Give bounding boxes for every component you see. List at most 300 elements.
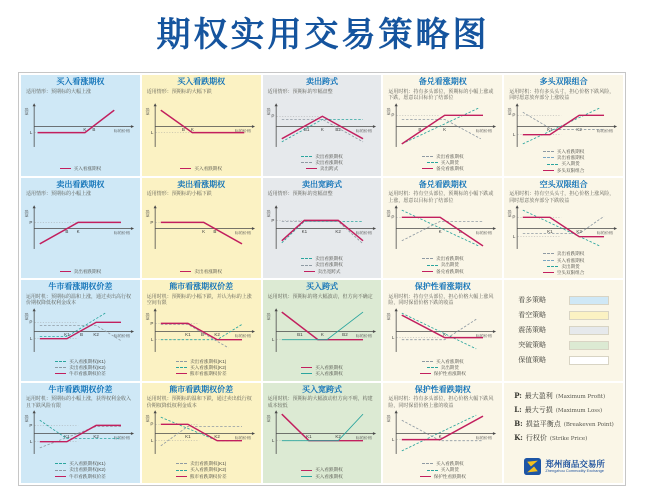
x-tick: K2: [576, 127, 583, 132]
legend-line-sample: [55, 470, 66, 471]
x-axis-label: 标的价格: [597, 230, 614, 236]
legend-line-sample: [301, 162, 312, 163]
x-tick: K1: [184, 434, 191, 440]
payoff-line: [523, 108, 600, 144]
header: [0, 8, 646, 62]
strategy-cell: [263, 280, 382, 381]
y-axis-label: 损益: [508, 107, 514, 115]
legend-line-sample: [422, 361, 433, 362]
x-tick: K2: [576, 229, 583, 235]
legend-entry: [422, 359, 464, 364]
legend-entry: [301, 365, 343, 370]
y-axis-label: 损益: [145, 312, 152, 320]
legend-entry: [422, 166, 464, 171]
payoff-line: [402, 415, 476, 451]
x-tick: K: [320, 127, 324, 132]
x-tick: B: [65, 229, 69, 235]
chart-legend: [266, 467, 379, 481]
strategy-cell: [21, 280, 140, 381]
legend-line-sample: [180, 271, 191, 272]
exchange-name-zh: 郑州商品交易所: [545, 458, 605, 469]
x-tick: K: [443, 332, 447, 337]
payoff-line: [523, 217, 604, 234]
legend-line-sample: [543, 170, 554, 171]
color-key-row: [518, 325, 609, 335]
y-tick: L: [150, 438, 154, 444]
legend-label: 买入看涨期权: [315, 371, 343, 377]
legend-entry: [301, 474, 343, 479]
legend-entry: [427, 262, 459, 267]
strategy-title: 保护性看跌期权: [414, 384, 471, 394]
legend-entry: [420, 371, 466, 376]
payoff-line: [523, 115, 604, 134]
y-axis-label: 损益: [266, 107, 272, 115]
color-key-row: [518, 295, 609, 305]
chart-legend: [386, 461, 499, 481]
abbreviation-en: (Maximum Profit): [555, 393, 606, 400]
chart-legend: [24, 461, 137, 481]
payoff-line: [161, 427, 242, 446]
legend-label: 卖出期货: [561, 263, 580, 269]
y-tick: L: [271, 337, 274, 342]
legend-entry: [547, 264, 579, 269]
y-axis-arrow-icon: [33, 411, 36, 414]
legend-label: 空头双限组合: [556, 270, 585, 276]
x-axis-label: 标的价格: [597, 128, 614, 133]
legend-line-sample: [55, 361, 66, 362]
legend-entry: [301, 467, 343, 472]
legend-entry: [55, 461, 105, 466]
strategy-title: 牛市看涨期权价差: [48, 282, 113, 291]
chart-legend: [266, 256, 379, 276]
legend-label: 卖出看跌期权(K1): [190, 461, 227, 467]
x-axis-label: 标的价格: [355, 333, 372, 338]
legend-entry: [55, 365, 105, 370]
legend-label: 卖出看涨期权: [194, 268, 222, 274]
legend-entry: [543, 168, 585, 173]
y-tick: L: [29, 336, 33, 341]
strategy-cell: [383, 178, 502, 279]
payoff-line: [402, 210, 479, 246]
x-tick: K1: [301, 229, 307, 235]
legend-label: 买入看跌期权: [315, 364, 343, 370]
legend-line-sample: [420, 373, 431, 374]
color-key-label: 看多策略: [518, 297, 547, 305]
y-axis-label: 损益: [145, 107, 152, 115]
legend-entry: [427, 467, 459, 472]
legend-entry: [306, 166, 338, 171]
x-tick: K1: [64, 434, 70, 440]
strategy-cell: [383, 383, 502, 484]
payoff-chart: [386, 409, 499, 456]
x-tick: K: [443, 127, 447, 132]
y-axis-label: 损益: [24, 209, 31, 218]
legend-entry: [60, 269, 102, 274]
payoff-line: [281, 222, 362, 243]
legend-entry: [180, 269, 222, 274]
y-axis-label: 损益: [387, 209, 393, 218]
legend-line-sample: [176, 367, 187, 368]
payoff-chart: [386, 307, 499, 354]
strategy-title: 牛市看跌期权价差: [48, 384, 113, 394]
strategy-desc: 运用时机：持有多头部位，担心价格大幅下跌风险，同时保留价格上涨的收益: [388, 396, 494, 409]
y-axis-label: 损益: [24, 414, 31, 423]
legend-entry: [176, 474, 227, 479]
legend-label: 买入看跌期权: [315, 467, 343, 473]
abbreviation-row: [514, 433, 615, 443]
legend-line-sample: [304, 271, 315, 272]
legend-line-sample: [427, 470, 438, 471]
strategy-title: 卖出看跌期权: [56, 179, 105, 189]
legend-label: 卖出看跌期权: [315, 153, 343, 159]
legend-line-sample: [543, 253, 554, 254]
legend-line-sample: [543, 157, 554, 158]
abbreviation-row: [514, 391, 615, 401]
legend-line-sample: [176, 373, 187, 374]
x-tick: B: [459, 229, 463, 235]
legend-entry: [55, 474, 106, 479]
legend-entry: [176, 365, 226, 370]
abbreviation-symbol: B:: [514, 418, 523, 428]
y-axis-label: 损益: [387, 107, 393, 115]
legend-line-sample: [547, 266, 558, 267]
abbreviation-en: (Breakeven Point): [563, 421, 614, 428]
y-tick: L: [150, 130, 154, 135]
exchange-name-en: Zhengzhou Commodity Exchange: [545, 468, 604, 474]
strategy-cell: [383, 280, 502, 381]
x-tick: K2: [335, 434, 341, 440]
x-axis-label: 标的价格: [355, 128, 372, 133]
legend-entry: [427, 160, 459, 165]
y-tick: P: [150, 220, 154, 226]
legend-label: 卖出看跌期权: [73, 268, 102, 274]
abbreviation-row: [514, 419, 615, 429]
legend-entry: [427, 365, 459, 370]
payoff-line: [402, 416, 483, 440]
x-axis-label: 标的价格: [234, 230, 251, 236]
x-axis-arrow-icon: [373, 432, 376, 435]
x-tick: K2: [214, 332, 220, 337]
legend-entry: [55, 467, 105, 472]
legend-line-sample: [301, 367, 312, 368]
legend-line-sample: [427, 367, 438, 368]
legend-line-sample: [55, 463, 66, 464]
y-tick: P: [512, 112, 516, 118]
chart-legend: [507, 149, 620, 175]
x-tick: K: [439, 434, 443, 440]
y-tick: P: [270, 113, 274, 119]
legend-entry: [60, 166, 102, 171]
y-tick: L: [271, 438, 274, 444]
payoff-chart: [24, 204, 137, 251]
y-tick: P: [29, 319, 33, 325]
legend-line-sample: [543, 272, 554, 273]
legend-entry: [543, 258, 585, 263]
y-axis-label: 损益: [24, 312, 31, 320]
x-axis-label: 标的价格: [476, 128, 493, 133]
y-axis-arrow-icon: [395, 308, 398, 311]
legend-line-sample: [176, 361, 187, 362]
legend-label: 买入看跌期权: [194, 166, 222, 172]
legend-label: 卖出看涨期权: [556, 155, 585, 161]
color-key-row: [518, 340, 609, 350]
x-axis-label: 标的价格: [476, 435, 493, 441]
abbreviation-zh: 最大盈利: [524, 391, 553, 400]
legend-entry: [55, 359, 105, 364]
payoff-chart: [24, 102, 137, 149]
legend-label: 熊市看跌期权价差: [189, 473, 227, 479]
payoff-line: [402, 319, 476, 339]
payoff-line: [161, 417, 242, 441]
strategy-title: 卖出宽跨式: [301, 179, 342, 189]
y-axis-arrow-icon: [516, 206, 519, 209]
strategy-desc: 运用时机：预期标的温和下跌，通过卖出低行权价期权降低权利金成本: [146, 396, 252, 409]
abbreviation-en: (Maximum Loss): [555, 407, 603, 414]
strategy-cell: [21, 383, 140, 484]
y-axis-label: 损益: [145, 414, 152, 423]
color-key-label: 突破策略: [518, 342, 547, 350]
y-tick: L: [392, 335, 395, 340]
x-axis-label: 标的价格: [234, 333, 251, 338]
strategy-cell: [142, 178, 261, 279]
legend-entry: [543, 155, 585, 160]
y-axis-arrow-icon: [33, 103, 36, 106]
x-tick: K2: [335, 229, 341, 235]
abbreviation-symbol: L:: [514, 404, 522, 414]
strategy-cell: [263, 75, 382, 176]
legend-label: 卖出宽跨式: [317, 268, 341, 274]
abbreviation-zh: 最大亏损: [524, 405, 553, 414]
payoff-line: [523, 210, 600, 246]
strategy-grid: [19, 73, 625, 485]
payoff-line: [402, 313, 476, 349]
x-tick: K1: [547, 127, 553, 132]
x-axis-arrow-icon: [614, 227, 617, 230]
y-axis-arrow-icon: [274, 103, 277, 106]
payoff-chart: [507, 102, 620, 149]
y-tick: L: [29, 130, 33, 135]
chart-legend: [507, 251, 620, 277]
legend-label: 买入看涨期权(K2): [190, 364, 227, 370]
legend-label: 买入看涨期权: [73, 166, 102, 172]
x-axis-label: 标的价格: [355, 230, 372, 236]
legend-label: 买入期货: [440, 467, 459, 473]
chart-legend: [386, 359, 499, 379]
strategy-title: 备兑看跌期权: [418, 179, 467, 189]
payoff-line: [40, 223, 121, 244]
chart-legend: [24, 359, 137, 379]
x-axis-arrow-icon: [493, 432, 496, 435]
payoff-chart: [145, 409, 258, 456]
x-tick: B: [213, 229, 217, 235]
x-tick: K1: [64, 332, 70, 337]
chart-legend: [145, 269, 258, 276]
y-tick: L: [513, 132, 516, 137]
legend-label: 牛市看跌期权价差: [69, 473, 106, 479]
strategy-title: 买入看跌期权: [177, 77, 226, 86]
x-axis-arrow-icon: [252, 432, 255, 435]
abbreviation-zh: 损益平衡点: [525, 419, 561, 428]
x-axis-arrow-icon: [131, 227, 134, 230]
payoff-chart: [266, 307, 379, 354]
legend-label: 备兑看跌期权: [436, 268, 464, 274]
strategy-color-key: [504, 280, 623, 381]
strategy-desc: 运用时机：持有多头头寸，担心价格下跌风险，同时愿意放弃部分上涨收益: [509, 88, 615, 102]
y-axis-label: 损益: [508, 209, 514, 218]
legend-entry: [301, 371, 343, 376]
strategy-desc: 运用时机：持有空头部位，预期标的小幅下跌或上涨，愿意以目标价了结部位: [388, 191, 494, 204]
x-tick: K: [439, 229, 443, 235]
x-axis-arrow-icon: [493, 330, 496, 333]
color-key-swatch: [569, 311, 609, 320]
strategy-desc: 运用时机：持有多头部位，预期标的小幅上涨或下跌，愿意以目标价了结部位: [388, 88, 494, 102]
strategy-cell: [504, 178, 623, 279]
strategy-desc: 运用时机：预期标的大幅波动但方向不明，构建成本较低: [267, 396, 373, 409]
legend-label: 买入看涨期权: [556, 257, 585, 263]
x-tick: K1: [547, 229, 553, 235]
legend-label: 保护性看跌期权: [433, 473, 466, 479]
y-axis-arrow-icon: [274, 206, 277, 209]
x-tick: K: [320, 332, 324, 337]
x-tick: B2: [335, 127, 341, 132]
y-axis-arrow-icon: [153, 308, 156, 311]
x-tick: K1: [184, 332, 191, 337]
color-key-label: 看空策略: [518, 312, 547, 320]
x-axis-label: 标的价格: [355, 435, 372, 441]
legend-label: 保护性看涨期权: [433, 371, 466, 377]
legend-label: 买入期货: [561, 161, 580, 167]
legend-label: 牛市看涨期权价差: [69, 371, 106, 377]
legend-entry: [422, 256, 464, 261]
legend-line-sample: [301, 470, 312, 471]
color-key-label: 保值策略: [518, 357, 547, 365]
payoff-chart: [145, 102, 258, 149]
x-axis-arrow-icon: [252, 330, 255, 333]
payoff-chart: [266, 102, 379, 149]
legend-entry: [301, 256, 343, 261]
y-tick: L: [392, 437, 395, 443]
chart-legend: [145, 359, 258, 379]
legend-entry: [543, 251, 585, 256]
payoff-chart: [24, 409, 137, 456]
legend-label: 卖出看涨期权(K1): [190, 358, 227, 364]
chart-legend: [386, 154, 499, 174]
strategy-cell: [263, 383, 382, 484]
legend-line-sample: [301, 373, 312, 374]
legend-label: 多头双限组合: [556, 167, 585, 173]
payoff-chart: [24, 307, 137, 354]
y-tick: P: [150, 422, 154, 428]
color-key-swatch: [569, 296, 609, 305]
x-tick: K: [201, 229, 205, 235]
legend-label: 卖出看跌期权: [556, 251, 585, 257]
chart-legend: [24, 166, 137, 173]
strategy-title: 备兑看涨期权: [418, 77, 467, 86]
legend-entry: [301, 154, 343, 159]
strategy-desc: 适用情形：预期标的宽幅盘整: [267, 191, 333, 198]
legend-line-sample: [60, 168, 71, 169]
strategy-cell: [142, 280, 261, 381]
x-axis-arrow-icon: [614, 125, 617, 128]
legend-line-sample: [422, 463, 433, 464]
x-axis-arrow-icon: [252, 227, 255, 230]
x-tick: B: [80, 332, 84, 337]
x-axis-label: 标的价格: [234, 435, 251, 441]
strategy-title: 卖出跨式: [305, 77, 338, 86]
y-axis-arrow-icon: [395, 206, 398, 209]
x-axis-label: 标的价格: [113, 230, 131, 236]
color-key-row: [518, 310, 609, 320]
strategy-desc: 运用时机：预期标的将大幅波动，但方向不确定: [267, 293, 373, 300]
y-axis-label: 损益: [266, 209, 272, 218]
x-axis-arrow-icon: [493, 227, 496, 230]
abbreviation-row: [514, 405, 615, 415]
legend-entry: [547, 161, 579, 166]
legend-label: 熊市看涨期权价差: [189, 371, 227, 377]
legend-line-sample: [55, 476, 66, 477]
x-axis-arrow-icon: [373, 125, 376, 128]
legend-label: 买入期货: [440, 159, 459, 165]
x-axis-label: 标的价格: [476, 333, 493, 338]
x-axis-arrow-icon: [131, 330, 134, 333]
strategy-desc: 适用情形：预期标的小幅下跌: [146, 191, 212, 198]
legend-label: 买入看跌期权: [556, 148, 585, 154]
legend-line-sample: [420, 476, 431, 477]
y-axis-arrow-icon: [516, 103, 519, 106]
page-title: 期权实用交易策略图: [156, 15, 490, 55]
y-axis-arrow-icon: [274, 308, 277, 311]
legend-line-sample: [301, 476, 312, 477]
strategy-cell: [383, 75, 502, 176]
legend-label: 卖出看涨期权: [315, 262, 343, 268]
x-tick: K2: [214, 434, 220, 440]
legend-line-sample: [176, 463, 187, 464]
strategy-title: 买入看涨期权: [56, 77, 105, 86]
x-axis-label: 标的价格: [476, 230, 493, 236]
legend-label: 卖出看涨期权: [315, 159, 343, 165]
payoff-line: [523, 218, 604, 237]
legend-entry: [304, 269, 341, 274]
x-tick: K: [83, 127, 87, 132]
strategy-title: 空头双限组合: [539, 179, 588, 189]
legend-entry: [301, 262, 343, 267]
legend-entry: [180, 166, 222, 171]
x-axis-arrow-icon: [131, 432, 134, 435]
legend-line-sample: [180, 168, 191, 169]
legend-line-sample: [176, 476, 187, 477]
legend-entry: [176, 461, 226, 466]
color-key-swatch: [569, 356, 609, 365]
legend-entry: [422, 154, 464, 159]
x-axis-arrow-icon: [373, 330, 376, 333]
y-tick: L: [513, 234, 516, 240]
legend-label: 卖出看涨期权(K2): [69, 364, 106, 370]
legend-line-sample: [55, 367, 66, 368]
y-axis-label: 损益: [145, 209, 152, 218]
legend-line-sample: [301, 265, 312, 266]
x-tick: B1: [296, 332, 303, 337]
payoff-line: [281, 221, 362, 241]
legend-line-sample: [176, 470, 187, 471]
y-axis-arrow-icon: [153, 206, 156, 209]
strategy-title: 买入宽跨式: [301, 384, 342, 394]
y-axis-arrow-icon: [274, 411, 277, 414]
x-tick: B1: [303, 127, 309, 132]
color-key-label: 震荡策略: [518, 327, 547, 335]
y-tick: P: [29, 220, 33, 226]
payoff-line: [281, 414, 362, 441]
abbreviation-symbol: K:: [514, 432, 523, 442]
